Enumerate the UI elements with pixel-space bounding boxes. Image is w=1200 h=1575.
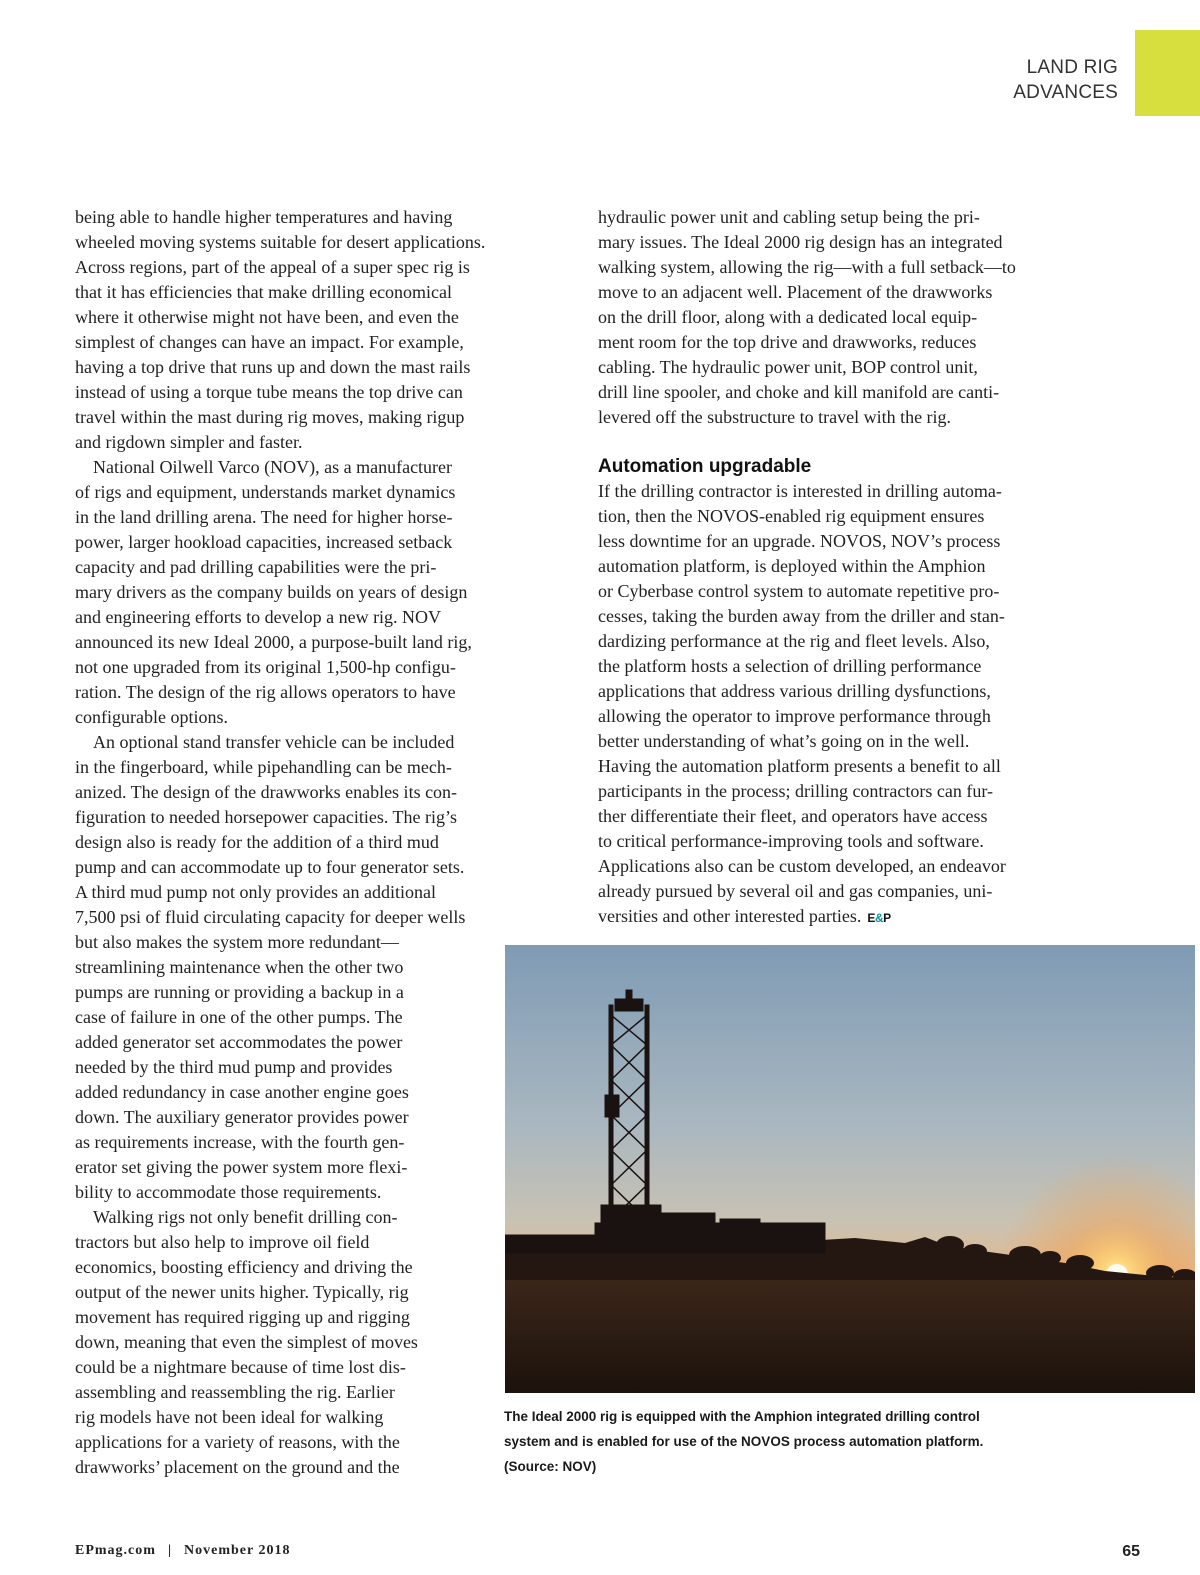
body-line: ment room for the top drive and drawworks, reduces (598, 332, 977, 352)
section-tag (1013, 55, 1118, 105)
body-line: mary drivers as the company builds on years of design (75, 582, 468, 602)
body-line: rig models have not been ideal for walking (75, 1407, 384, 1427)
body-line: capacity and pad drilling capabilities were the pri- (75, 557, 437, 577)
right-column (598, 205, 1098, 929)
body-line: dardizing performance at the rig and fleet levels. Also, (598, 631, 990, 651)
body-line: drill line spooler, and choke and kill manifold are canti- (598, 382, 1000, 402)
body-line: applications for a variety of reasons, with the (75, 1432, 400, 1452)
body-line: output of the newer units higher. Typically, rig (75, 1282, 409, 1302)
body-line: could be a nightmare because of time lost dis- (75, 1357, 406, 1377)
body-line: assembling and reassembling the rig. Earlier (75, 1382, 395, 1402)
body-line: on the drill floor, along with a dedicated local equip- (598, 307, 978, 327)
body-line: power, larger hookload capacities, increased setback (75, 532, 453, 552)
right-last-line (598, 904, 1098, 929)
right-intro-paragraph (598, 205, 1098, 430)
body-line: Having the automation platform presents a benefit to all (598, 756, 1001, 776)
body-line: hydraulic power unit and cabling setup being the pri- (598, 207, 980, 227)
body-line: announced its new Ideal 2000, a purpose-built land rig, (75, 632, 472, 652)
rig-sunset-illustration (505, 945, 1195, 1393)
body-line: ther differentiate their fleet, and operators have access (598, 806, 988, 826)
body-line: walking system, allowing the rig—with a full setback—to (598, 257, 1016, 277)
body-line: case of failure in one of the other pumps. The (75, 1007, 403, 1027)
body-line: Walking rigs not only benefit drilling con- (93, 1207, 398, 1227)
body-line: pump and can accommodate up to four generator sets. (75, 857, 465, 877)
body-line: simplest of changes can have an impact. For example, (75, 332, 464, 352)
rig-photo (505, 945, 1195, 1393)
caption-line: (Source: NOV) (504, 1459, 597, 1474)
body-line: design also is ready for the addition of a third mud (75, 832, 439, 852)
body-line: pumps are running or providing a backup in a (75, 982, 404, 1002)
end-mark-e: E (867, 910, 875, 925)
body-line: National Oilwell Varco (NOV), as a manufacturer (93, 457, 453, 477)
body-line: automation platform, is deployed within the Amphion (598, 556, 986, 576)
body-line: anized. The design of the drawworks enables its con- (75, 782, 458, 802)
caption-line: The Ideal 2000 rig is equipped with the Amphion integrated drilling control (504, 1409, 980, 1424)
body-line: instead of using a torque tube means the top drive can (75, 382, 463, 402)
body-line: of rigs and equipment, understands market dynamics (75, 482, 456, 502)
body-line: If the drilling contractor is interested in drilling automa- (598, 481, 1002, 501)
body-line: better understanding of what’s going on in the well. (598, 731, 970, 751)
body-line: being able to handle higher temperatures and having (75, 207, 453, 227)
end-mark-p: P (883, 910, 891, 925)
end-mark-amp: & (874, 910, 884, 925)
body-line: the platform hosts a selection of drilling performance (598, 656, 982, 676)
body-line: as requirements increase, with the fourth gen- (75, 1132, 405, 1152)
end-mark (867, 912, 890, 924)
field (505, 1280, 1195, 1393)
last-line-text: versities and other interested parties. (598, 906, 862, 926)
body-line: participants in the process; drilling contractors can fur- (598, 781, 994, 801)
page-number: 65 (1122, 1543, 1140, 1560)
section-color-tab (1135, 30, 1200, 116)
body-line: An optional stand transfer vehicle can be included (93, 732, 455, 752)
body-line: in the fingerboard, while pipehandling can be mech- (75, 757, 452, 777)
body-line: tractors but also help to improve oil field (75, 1232, 370, 1252)
section-tag-line-2: ADVANCES (1013, 82, 1118, 103)
body-line: erator set giving the power system more flexi- (75, 1157, 408, 1177)
subhead-automation: Automation upgradable (598, 456, 812, 477)
caption-line: system and is enabled for use of the NOVOS process automation platform. (504, 1434, 984, 1449)
body-line: in the land drilling arena. The need for higher horse- (75, 507, 453, 527)
body-line: travel within the mast during rig moves, making rigup (75, 407, 465, 427)
body-line: added redundancy in case another engine goes (75, 1082, 409, 1102)
body-line: streamlining maintenance when the other two (75, 957, 404, 977)
footer (75, 1543, 290, 1559)
body-line: move to an adjacent well. Placement of the drawworks (598, 282, 993, 302)
right-body-paragraph (598, 479, 1098, 904)
body-line: mary issues. The Ideal 2000 rig design has an integrated (598, 232, 1003, 252)
body-line: cabling. The hydraulic power unit, BOP control unit, (598, 357, 978, 377)
body-line: movement has required rigging up and rigging (75, 1307, 410, 1327)
body-line: allowing the operator to improve performance through (598, 706, 991, 726)
body-line: already pursued by several oil and gas companies, uni- (598, 881, 993, 901)
body-line: bility to accommodate those requirements. (75, 1182, 382, 1202)
body-line: where it otherwise might not have been, and even the (75, 307, 459, 327)
left-column (75, 205, 575, 1480)
body-line: not one upgraded from its original 1,500-hp configu- (75, 657, 456, 677)
footer-separator: | (167, 1543, 173, 1558)
body-line: A third mud pump not only provides an additional (75, 882, 436, 902)
body-line: but also makes the system more redundant— (75, 932, 399, 952)
body-line: down. The auxiliary generator provides power (75, 1107, 409, 1127)
body-line: and rigdown simpler and faster. (75, 432, 303, 452)
body-line: configurable options. (75, 707, 228, 727)
body-line: having a top drive that runs up and down the mast rails (75, 357, 471, 377)
body-line: cesses, taking the burden away from the driller and stan- (598, 606, 1005, 626)
body-line: or Cyberbase control system to automate repetitive pro- (598, 581, 1000, 601)
body-line: ration. The design of the rig allows operators to have (75, 682, 456, 702)
body-line: Applications also can be custom developed, an endeavor (598, 856, 1006, 876)
body-line: to critical performance-improving tools and software. (598, 831, 984, 851)
body-line: 7,500 psi of fluid circulating capacity for deeper wells (75, 907, 466, 927)
body-line: down, meaning that even the simplest of moves (75, 1332, 418, 1352)
body-line: less downtime for an upgrade. NOVOS, NOV’s process (598, 531, 1001, 551)
body-line: levered off the substructure to travel with the rig. (598, 407, 952, 427)
body-line: tion, then the NOVOS-enabled rig equipment ensures (598, 506, 985, 526)
body-line: added generator set accommodates the power (75, 1032, 403, 1052)
body-line: and engineering efforts to develop a new rig. NOV (75, 607, 442, 627)
body-line: applications that address various drilling dysfunctions, (598, 681, 991, 701)
section-tag-line-1: LAND RIG (1026, 57, 1118, 78)
body-line: economics, boosting efficiency and driving the (75, 1257, 413, 1277)
footer-issue: November 2018 (184, 1543, 291, 1558)
figure-caption (504, 1404, 1084, 1479)
footer-site[interactable]: EPmag.com (75, 1543, 156, 1558)
body-line: needed by the third mud pump and provides (75, 1057, 393, 1077)
body-line: Across regions, part of the appeal of a super spec rig is (75, 257, 470, 277)
body-line: drawworks’ placement on the ground and the (75, 1457, 400, 1477)
body-line: wheeled moving systems suitable for desert applications. (75, 232, 486, 252)
body-line: figuration to needed horsepower capacities. The rig’s (75, 807, 458, 827)
body-line: that it has efficiencies that make drilling economical (75, 282, 453, 302)
